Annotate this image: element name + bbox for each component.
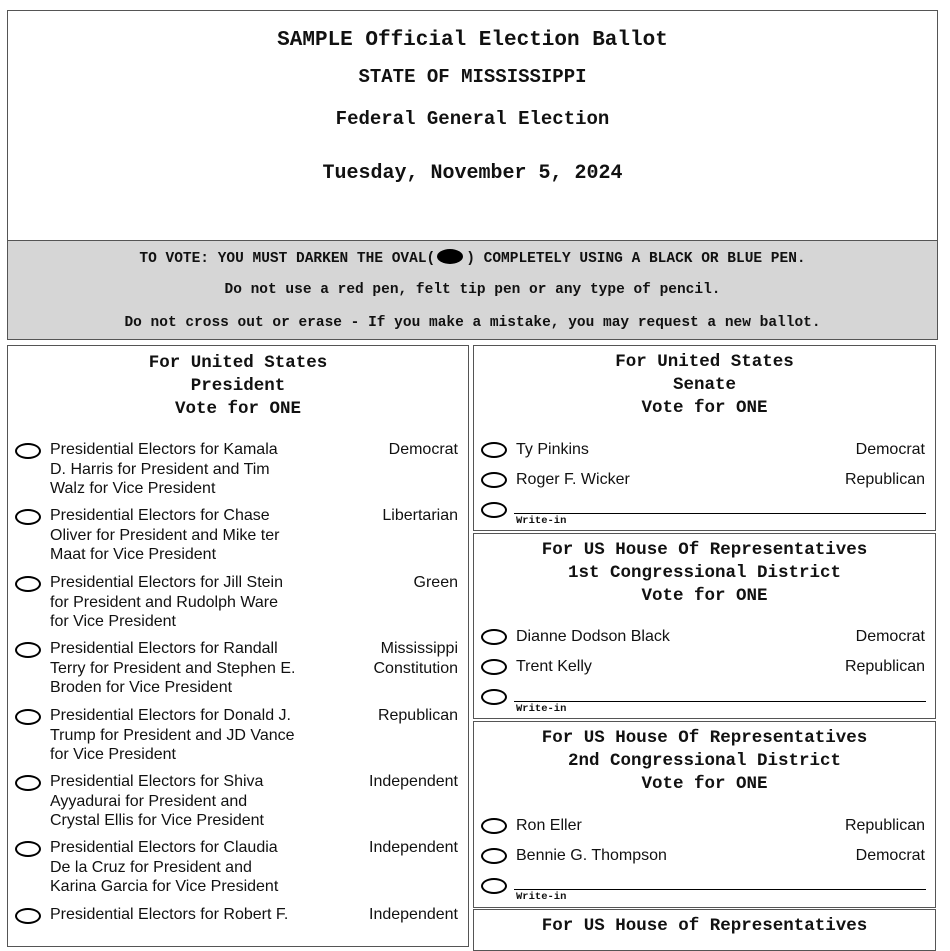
candidate-party: Republican — [844, 658, 925, 675]
vote-oval[interactable] — [481, 472, 507, 488]
candidate-name: Presidential Electors for Robert F. — [50, 906, 289, 923]
contest-title: For US House Of Representatives — [541, 728, 868, 748]
contest-office: Senate — [672, 375, 736, 395]
writein-line[interactable] — [514, 889, 926, 890]
candidate-party: Independent — [369, 906, 458, 923]
candidate-party: Republican — [844, 471, 925, 488]
candidate-name: Presidential Electors for Claudia De la Cruz for President and Karina Garcia for Vice President — [50, 839, 279, 895]
vote-oval[interactable] — [15, 576, 41, 592]
vote-oval[interactable] — [481, 848, 507, 864]
vote-oval[interactable] — [481, 659, 507, 675]
vote-oval[interactable] — [481, 442, 507, 458]
ballot-header — [7, 10, 938, 241]
candidate-name: Bennie G. Thompson — [516, 847, 667, 864]
vote-oval[interactable] — [15, 509, 41, 525]
candidate-name: Presidential Electors for Jill Stein for President and Rudolph Ware for Vice President — [50, 574, 283, 630]
candidate-name: Presidential Electors for Kamala D. Harris for President and Tim Walz for Vice President — [50, 441, 278, 497]
house-district-2-contest — [473, 721, 936, 908]
contest-title: For United States — [148, 353, 328, 373]
vote-oval[interactable] — [481, 818, 507, 834]
candidate-party: Democrat — [855, 847, 925, 864]
ballot-election: Federal General Election — [335, 108, 610, 130]
candidate-party: Mississippi Constitution — [373, 640, 458, 677]
candidate-name: Presidential Electors for Donald J. Trump for President and JD Vance for Vice President — [50, 707, 295, 763]
candidate-party: Republican — [377, 707, 458, 724]
candidate-name: Roger F. Wicker — [516, 471, 630, 488]
vote-oval[interactable] — [481, 878, 507, 894]
candidate-party: Democrat — [388, 441, 458, 458]
vote-for-one: Vote for ONE — [641, 398, 768, 418]
candidate-name: Trent Kelly — [516, 658, 592, 675]
candidate-name: Presidential Electors for Randall Terry for President and Stephen E. Broden for Vice President — [50, 640, 296, 696]
ballot-state: STATE OF MISSISSIPPI — [358, 66, 587, 88]
candidate-party: Democrat — [855, 628, 925, 645]
house-district-1-contest — [473, 533, 936, 719]
contest-title: For US House of Representatives — [541, 916, 868, 936]
writein-label: Write-in — [516, 515, 567, 527]
writein-line[interactable] — [514, 701, 926, 702]
contest-office: President — [190, 376, 286, 396]
vote-oval[interactable] — [481, 689, 507, 705]
voting-instructions — [7, 240, 938, 340]
candidate-party: Republican — [844, 817, 925, 834]
vote-oval[interactable] — [15, 709, 41, 725]
writein-label: Write-in — [516, 891, 567, 903]
house-district-3-contest — [473, 909, 936, 951]
candidate-name: Presidential Electors for Chase Oliver for President and Mike ter Maat for Vice President — [50, 507, 280, 563]
candidate-name: Ron Eller — [516, 817, 582, 834]
vote-oval[interactable] — [15, 642, 41, 658]
instruction-line-3: Do not cross out or erase - If you make a mistake, you may request a new ballot. — [124, 315, 821, 331]
contest-title: For United States — [615, 352, 794, 372]
contest-title: For US House Of Representatives — [541, 540, 868, 560]
filled-oval-icon — [437, 249, 463, 264]
candidate-name: Ty Pinkins — [516, 441, 589, 458]
vote-oval[interactable] — [481, 502, 507, 518]
candidate-name: Presidential Electors for Shiva Ayyadurai for President and Crystal Ellis for Vice President — [50, 773, 264, 829]
vote-oval[interactable] — [15, 443, 41, 459]
ballot-title: SAMPLE Official Election Ballot — [277, 29, 668, 52]
vote-oval[interactable] — [15, 908, 41, 924]
senate-contest — [473, 345, 936, 531]
vote-for-one: Vote for ONE — [641, 774, 768, 794]
candidate-party: Independent — [369, 773, 458, 790]
candidate-party: Democrat — [855, 441, 925, 458]
candidate-party: Libertarian — [382, 507, 458, 524]
writein-line[interactable] — [514, 513, 926, 514]
contest-district: 2nd Congressional District — [567, 751, 842, 771]
vote-oval[interactable] — [481, 629, 507, 645]
vote-oval[interactable] — [15, 775, 41, 791]
ballot-date: Tuesday, November 5, 2024 — [322, 162, 623, 185]
instruction-line-2: Do not use a red pen, felt tip pen or any type of pencil. — [224, 282, 721, 298]
vote-for-one: Vote for ONE — [641, 586, 768, 606]
candidate-party: Green — [413, 574, 458, 591]
candidate-name: Dianne Dodson Black — [516, 628, 670, 645]
writein-label: Write-in — [516, 703, 567, 715]
candidate-party: Independent — [369, 839, 458, 856]
vote-for-one: Vote for ONE — [174, 399, 302, 419]
contest-district: 1st Congressional District — [567, 563, 842, 583]
vote-oval[interactable] — [15, 841, 41, 857]
instruction-line-1: TO VOTE: YOU MUST DARKEN THE OVAL( ) COMPLETELY USING A BLACK OR BLUE PEN. — [139, 251, 806, 267]
